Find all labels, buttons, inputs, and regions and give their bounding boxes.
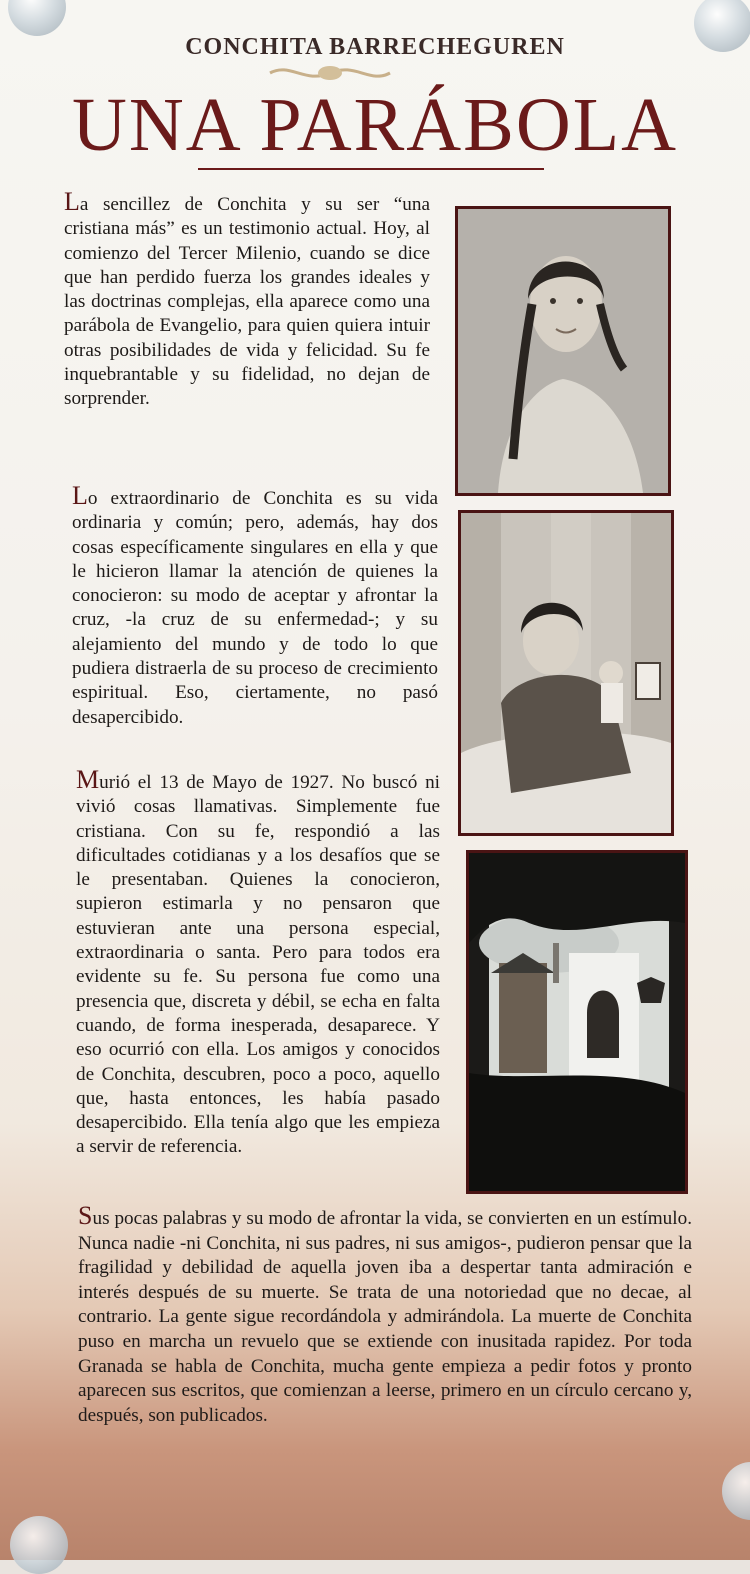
ornament-icon [265, 62, 395, 84]
paragraph-4 [78, 1201, 692, 1428]
title-divider [198, 168, 544, 170]
paragraph-2 [72, 481, 438, 730]
paragraph-1 [64, 187, 430, 412]
dropcap: S [78, 1201, 93, 1230]
dropcap: L [72, 481, 88, 510]
dropcap: L [64, 187, 80, 216]
subtitle: CONCHITA BARRECHEGUREN [185, 34, 565, 60]
paragraph-text: a sencillez de Conchita y su ser “una cristiana más” es un testimonio actual. Hoy, al comienzo del Tercer Milenio, cuando se dice que han perdido fuerza los grandes ideales y las doctrinas complejas, ella aparece como una parábola de Evangelio, para quien quiera intuir otras posibilidades de vida y felicidad. Su fe inquebrantable y su fidelidad, no dejan de sorprender. [64, 194, 430, 410]
paragraph-text: urió el 13 de Mayo de 1927. No buscó ni vivió cosas llamativas. Simplemente fue cristiana. Con su fe, respondió a las dificultades cotidianas y a los desafíos que se le presentaban. Quienes la conocieron, supieron estimarla y no pensaron que estuvieran ante una persona especial, extraordinaria o santa. Pero para todos era evidente su fe. Su persona fue como una presencia que, discreta y débil, se echa en falta cuando, de forma inesperada, desaparece. Y eso ocurrió con ella. Los amigos y conocidos de Conchita, descubren, poco a poco, aquello que, hasta entonces, les había pasado desapercibido. Ella tenía algo que les empieza a servir de referencia. [76, 772, 440, 1158]
dropcap: M [76, 765, 100, 794]
paragraph-text: us pocas palabras y su modo de afrontar la vida, se convierten en un estímulo. Nunca nadie -ni Conchita, ni sus padres, ni sus amigos-, pudieron pensar que la fragilidad y debilidad de aquella joven iba a despertar tanta admiración e interés después de su muerte. Se trata de una notoriedad que no decae, al contrario. La gente sigue recordándola y admirándola. La muerte de Conchita puso en marcha un revuelo que se extiende con inusitada rapidez. Por toda Granada se habla de Conchita, mucha gente empieza a pedir fotos y pronto aparecen sus escritos, que comienzan a leerse, primero en un círculo cercano y, después, son publicados. [78, 1208, 692, 1426]
page-title: UNA PARÁBOLA [71, 83, 679, 167]
pushpin-icon [10, 1516, 68, 1574]
paragraph-3 [76, 765, 440, 1160]
photo-building [466, 850, 688, 1194]
photo-with-doll [458, 510, 674, 836]
photo-portrait-braids [455, 206, 671, 496]
paragraph-text: o extraordinario de Conchita es su vida ordinaria y común; pero, además, hay dos cosas específicamente singulares en ella y que le hicieron llamar la atención de quienes la conocieron: su modo de aceptar y afrontar la cruz, -la cruz de su enfermedad-; y su alejamiento del mundo y de todo lo que pudiera distraerla de su proceso de crecimiento espiritual. Eso, ciertamente, no pasó desapercibido. [72, 488, 438, 728]
